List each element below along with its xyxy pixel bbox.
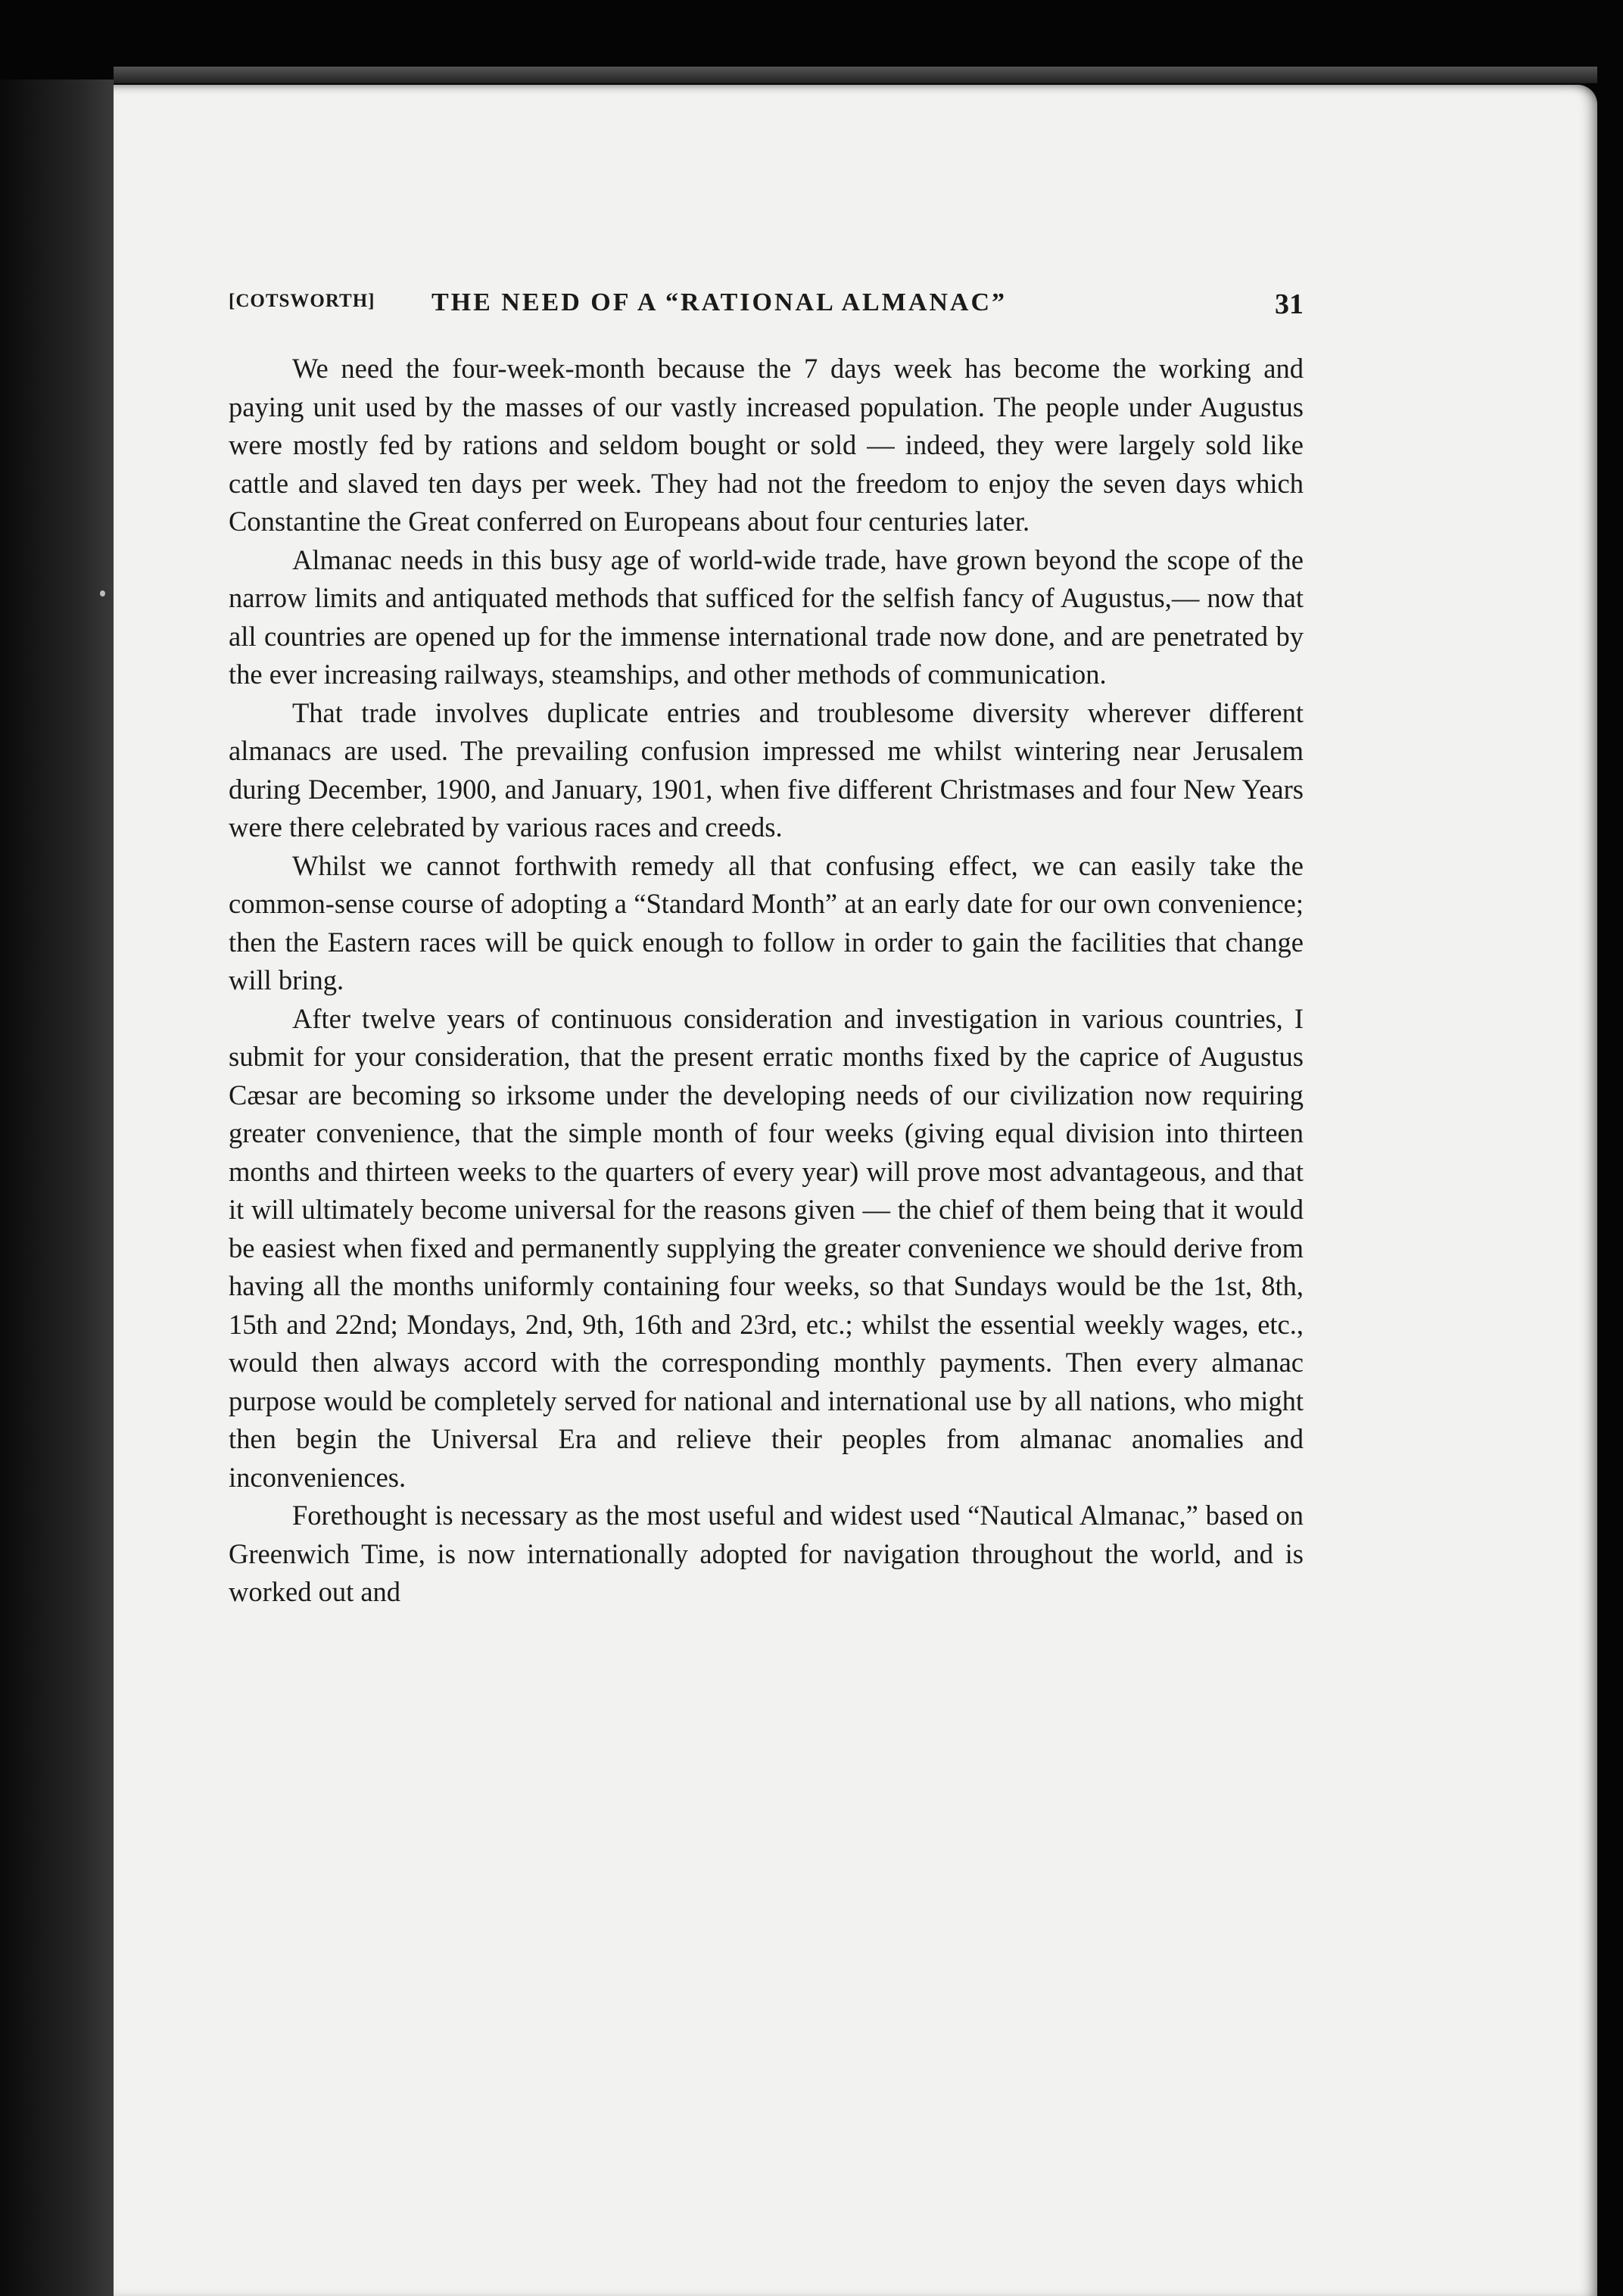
paragraph: Almanac needs in this busy age of world-wide trade, have grown beyond the scope of the narrow limits and antiquated methods that sufficed for the selfish fancy of Augustus,— now that all countries are opened up for the immense international trade now done, and are penetrated by the ever increasing railways, steamships, and other methods of communication. — [229, 544, 1304, 690]
body-text — [229, 350, 1304, 1970]
page-number: 31 — [1275, 288, 1304, 320]
running-head-author: [COTSWORTH] — [229, 291, 375, 311]
paragraph: After twelve years of continuous consideration and investigation in various countries, I submit for your consideration, that the present erratic months fixed by the caprice of Augustus Cæsar are becoming so irksome under the developing needs of our civilization now requiring greater convenience, that the simple month of four weeks (giving equal division into thirteen months and thirteen weeks to the quarters of every year) will prove most advantageous, and that it will ultimately become universal for the reasons given — the chief of them being that it would be easiest when fixed and permanently supplying the greater convenience we should derive from having all the months uniformly containing four weeks, so that Sundays would be the 1st, 8th, 15th and 22nd; Mondays, 2nd, 9th, 16th and 23rd, etc.; whilst the essential weekly wages, etc., would then always accord with the corresponding monthly payments. Then every almanac purpose would be completely served for national and international use by all nations, who might then begin the Universal Era and relieve their peoples from almanac anomalies and inconveniences. — [229, 1002, 1304, 1493]
previous-page-edge — [0, 79, 114, 2296]
running-head-title: THE NEED OF A “RATIONAL ALMANAC” — [431, 288, 1008, 316]
paragraph: Forethought is necessary as the most useful and widest used “Nautical Almanac,” based on Greenwich Time, is now internationally adopted for navigation throughout the world, and is worked out and — [229, 1500, 1304, 1607]
margin-speck — [100, 590, 105, 597]
running-head — [229, 288, 1304, 336]
page-top-edge — [114, 67, 1597, 83]
paragraph: Whilst we cannot forthwith remedy all that confusing effect, we can easily take the common-sense course of adopting a “Standard Month” at an early date for our own convenience; then the Eastern races will be quick enough to follow in order to gain the facilities that change will bring. — [229, 849, 1304, 995]
paragraph: That trade involves duplicate entries and troublesome diversity wherever different almanacs are used. The prevailing confusion impressed me whilst wintering near Jerusalem during December, 1900, and January, 1901, when five different Christmases and four New Years were there celebrated by various races and creeds. — [229, 696, 1304, 843]
paragraph: We need the four-week-month because the 7 days week has become the working and paying unit used by the masses of our vastly increased population. The people under Augustus were mostly fed by rations and seldom bought or sold — indeed, they were largely sold like cattle and slaved ten days per week. They had not the freedom to enjoy the seven days which Constantine the Great conferred on Europeans about four centuries later. — [229, 353, 1304, 537]
